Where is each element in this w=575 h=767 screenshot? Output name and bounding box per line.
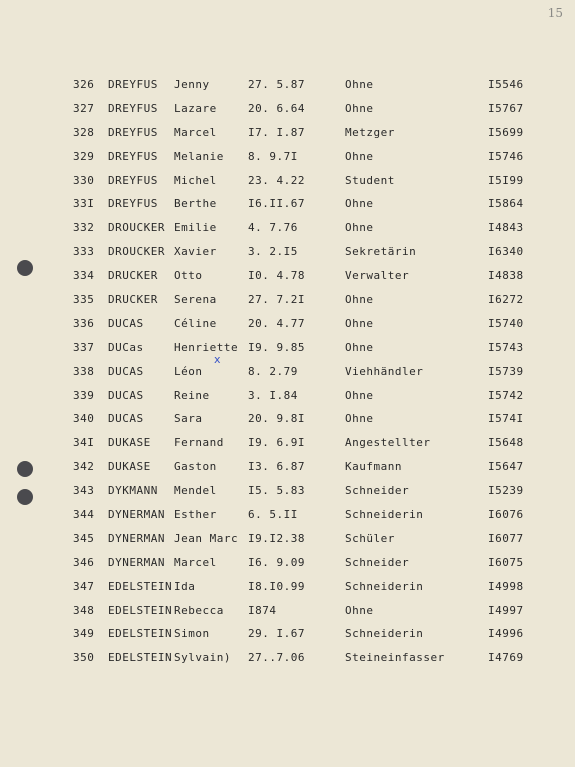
last-name: DREYFUS bbox=[108, 197, 158, 211]
birth-date: I3. 6.87 bbox=[248, 460, 305, 474]
record-row bbox=[0, 174, 575, 198]
birth-date: 23. 4.22 bbox=[248, 173, 305, 187]
last-name: DUCAS bbox=[108, 364, 144, 378]
occupation: Ohne bbox=[345, 197, 374, 211]
record-number: 343 bbox=[73, 484, 95, 498]
birth-date: 8. 9.7I bbox=[248, 149, 298, 163]
record-row bbox=[0, 436, 575, 460]
record-id: I5743 bbox=[488, 340, 524, 354]
birth-date: 3. I.84 bbox=[248, 388, 298, 402]
last-name: EDELSTEIN bbox=[108, 579, 173, 593]
last-name: DUCas bbox=[108, 340, 144, 354]
birth-date: I874 bbox=[248, 603, 277, 617]
record-number: 344 bbox=[73, 508, 95, 522]
record-row bbox=[0, 365, 575, 389]
first-name: Henriette bbox=[174, 340, 239, 354]
birth-date: 4. 7.76 bbox=[248, 221, 298, 235]
record-number: 338 bbox=[73, 364, 95, 378]
occupation: Ohne bbox=[345, 412, 374, 426]
last-name: DUCAS bbox=[108, 388, 144, 402]
record-id: I5239 bbox=[488, 484, 524, 498]
last-name: DYNERMAN bbox=[108, 531, 165, 545]
first-name: Sylvain) bbox=[174, 651, 231, 665]
occupation: Metzger bbox=[345, 125, 395, 139]
birth-date: I9.I2.38 bbox=[248, 531, 305, 545]
first-name: Berthe bbox=[174, 197, 217, 211]
last-name: DREYFUS bbox=[108, 101, 158, 115]
birth-date: 29. I.67 bbox=[248, 627, 305, 641]
record-number: 340 bbox=[73, 412, 95, 426]
first-name: Marcel bbox=[174, 555, 217, 569]
record-row bbox=[0, 341, 575, 365]
record-id: I6340 bbox=[488, 245, 524, 259]
record-id: I6272 bbox=[488, 293, 524, 307]
last-name: DROUCKER bbox=[108, 221, 165, 235]
birth-date: 6. 5.II bbox=[248, 508, 298, 522]
record-row bbox=[0, 293, 575, 317]
first-name: Marcel bbox=[174, 125, 217, 139]
last-name: DYNERMAN bbox=[108, 555, 165, 569]
first-name: Xavier bbox=[174, 245, 217, 259]
occupation: Schneiderin bbox=[345, 579, 424, 593]
first-name: Céline bbox=[174, 316, 217, 330]
birth-date: 8. 2.79 bbox=[248, 364, 298, 378]
record-list bbox=[0, 78, 575, 675]
occupation: Ohne bbox=[345, 340, 374, 354]
record-row bbox=[0, 484, 575, 508]
occupation: Ohne bbox=[345, 101, 374, 115]
last-name: DUCAS bbox=[108, 412, 144, 426]
record-id: I4838 bbox=[488, 269, 524, 283]
record-number: 349 bbox=[73, 627, 95, 641]
record-id: I5546 bbox=[488, 78, 524, 91]
occupation: Angestellter bbox=[345, 436, 431, 450]
record-number: 333 bbox=[73, 245, 95, 259]
record-row bbox=[0, 150, 575, 174]
occupation: Ohne bbox=[345, 149, 374, 163]
record-number: 327 bbox=[73, 101, 95, 115]
occupation: Steineinfasser bbox=[345, 651, 445, 665]
record-row bbox=[0, 245, 575, 269]
first-name: Fernand bbox=[174, 436, 224, 450]
last-name: EDELSTEIN bbox=[108, 651, 173, 665]
first-name: Melanie bbox=[174, 149, 224, 163]
occupation: Schneiderin bbox=[345, 627, 424, 641]
record-number: 330 bbox=[73, 173, 95, 187]
first-name: Léon bbox=[174, 364, 203, 378]
last-name: EDELSTEIN bbox=[108, 627, 173, 641]
occupation: Ohne bbox=[345, 78, 374, 91]
record-id: I5647 bbox=[488, 460, 524, 474]
record-row bbox=[0, 651, 575, 675]
record-row bbox=[0, 197, 575, 221]
occupation: Ohne bbox=[345, 316, 374, 330]
record-row bbox=[0, 580, 575, 604]
first-name: Otto bbox=[174, 269, 203, 283]
record-id: I5742 bbox=[488, 388, 524, 402]
birth-date: I0. 4.78 bbox=[248, 269, 305, 283]
record-row bbox=[0, 556, 575, 580]
record-number: 34I bbox=[73, 436, 95, 450]
birth-date: I5. 5.83 bbox=[248, 484, 305, 498]
record-id: I4769 bbox=[488, 651, 524, 665]
birth-date: 20. 9.8I bbox=[248, 412, 305, 426]
birth-date: I8.I0.99 bbox=[248, 579, 305, 593]
record-id: I6075 bbox=[488, 555, 524, 569]
record-number: 332 bbox=[73, 221, 95, 235]
last-name: DUKASE bbox=[108, 436, 151, 450]
first-name: Emilie bbox=[174, 221, 217, 235]
first-name: Serena bbox=[174, 293, 217, 307]
occupation: Ohne bbox=[345, 388, 374, 402]
occupation: Ohne bbox=[345, 293, 374, 307]
record-number: 339 bbox=[73, 388, 95, 402]
occupation: Schneider bbox=[345, 484, 410, 498]
record-id: I4996 bbox=[488, 627, 524, 641]
occupation: Ohne bbox=[345, 603, 374, 617]
occupation: Schüler bbox=[345, 531, 395, 545]
birth-date: I6.II.67 bbox=[248, 197, 305, 211]
annotation-mark: x bbox=[214, 353, 221, 366]
last-name: DRUCKER bbox=[108, 269, 158, 283]
occupation: Sekretärin bbox=[345, 245, 417, 259]
record-id: I6076 bbox=[488, 508, 524, 522]
birth-date: 27. 5.87 bbox=[248, 78, 305, 91]
birth-date: 27. 7.2I bbox=[248, 293, 305, 307]
record-row bbox=[0, 102, 575, 126]
record-id: I5699 bbox=[488, 125, 524, 139]
record-number: 33I bbox=[73, 197, 95, 211]
record-row bbox=[0, 78, 575, 102]
record-id: I5739 bbox=[488, 364, 524, 378]
record-number: 345 bbox=[73, 531, 95, 545]
occupation: Kaufmann bbox=[345, 460, 402, 474]
record-number: 348 bbox=[73, 603, 95, 617]
last-name: DREYFUS bbox=[108, 125, 158, 139]
first-name: Rebecca bbox=[174, 603, 224, 617]
first-name: Jenny bbox=[174, 78, 210, 91]
record-number: 334 bbox=[73, 269, 95, 283]
record-row bbox=[0, 532, 575, 556]
occupation: Schneiderin bbox=[345, 508, 424, 522]
first-name: Simon bbox=[174, 627, 210, 641]
record-row bbox=[0, 627, 575, 651]
record-row bbox=[0, 412, 575, 436]
last-name: DROUCKER bbox=[108, 245, 165, 259]
record-row bbox=[0, 269, 575, 293]
record-number: 337 bbox=[73, 340, 95, 354]
occupation: Verwalter bbox=[345, 269, 410, 283]
first-name: Lazare bbox=[174, 101, 217, 115]
record-row bbox=[0, 508, 575, 532]
record-id: I5I99 bbox=[488, 173, 524, 187]
first-name: Sara bbox=[174, 412, 203, 426]
record-id: I5864 bbox=[488, 197, 524, 211]
record-id: I6077 bbox=[488, 531, 524, 545]
first-name: Jean Marc bbox=[174, 531, 239, 545]
last-name: DUCAS bbox=[108, 316, 144, 330]
birth-date: I9. 9.85 bbox=[248, 340, 305, 354]
last-name: DYNERMAN bbox=[108, 508, 165, 522]
birth-date: I9. 6.9I bbox=[248, 436, 305, 450]
record-id: I5648 bbox=[488, 436, 524, 450]
record-id: I5767 bbox=[488, 101, 524, 115]
record-id: I4998 bbox=[488, 579, 524, 593]
record-number: 328 bbox=[73, 125, 95, 139]
record-id: I5740 bbox=[488, 316, 524, 330]
record-number: 342 bbox=[73, 460, 95, 474]
first-name: Ida bbox=[174, 579, 196, 593]
record-number: 350 bbox=[73, 651, 95, 665]
birth-date: I6. 9.09 bbox=[248, 555, 305, 569]
record-id: I574I bbox=[488, 412, 524, 426]
record-number: 326 bbox=[73, 78, 95, 91]
record-number: 335 bbox=[73, 293, 95, 307]
first-name: Michel bbox=[174, 173, 217, 187]
birth-date: 27..7.06 bbox=[248, 651, 305, 665]
occupation: Ohne bbox=[345, 221, 374, 235]
first-name: Esther bbox=[174, 508, 217, 522]
last-name: DUKASE bbox=[108, 460, 151, 474]
record-row bbox=[0, 389, 575, 413]
record-number: 329 bbox=[73, 149, 95, 163]
birth-date: 3. 2.I5 bbox=[248, 245, 298, 259]
birth-date: 20. 4.77 bbox=[248, 316, 305, 330]
record-number: 336 bbox=[73, 316, 95, 330]
first-name: Mendel bbox=[174, 484, 217, 498]
record-number: 346 bbox=[73, 555, 95, 569]
first-name: Gaston bbox=[174, 460, 217, 474]
occupation: Schneider bbox=[345, 555, 410, 569]
record-number: 347 bbox=[73, 579, 95, 593]
record-row bbox=[0, 126, 575, 150]
last-name: DREYFUS bbox=[108, 78, 158, 91]
record-id: I5746 bbox=[488, 149, 524, 163]
last-name: DRUCKER bbox=[108, 293, 158, 307]
birth-date: 20. 6.64 bbox=[248, 101, 305, 115]
record-row bbox=[0, 317, 575, 341]
last-name: DYKMANN bbox=[108, 484, 158, 498]
record-row bbox=[0, 604, 575, 628]
occupation: Student bbox=[345, 173, 395, 187]
occupation: Viehhändler bbox=[345, 364, 424, 378]
record-id: I4843 bbox=[488, 221, 524, 235]
record-id: I4997 bbox=[488, 603, 524, 617]
first-name: Reine bbox=[174, 388, 210, 402]
page-number: 15 bbox=[547, 6, 563, 20]
record-row bbox=[0, 221, 575, 245]
last-name: EDELSTEIN bbox=[108, 603, 173, 617]
birth-date: I7. I.87 bbox=[248, 125, 305, 139]
last-name: DREYFUS bbox=[108, 149, 158, 163]
record-row bbox=[0, 460, 575, 484]
last-name: DREYFUS bbox=[108, 173, 158, 187]
